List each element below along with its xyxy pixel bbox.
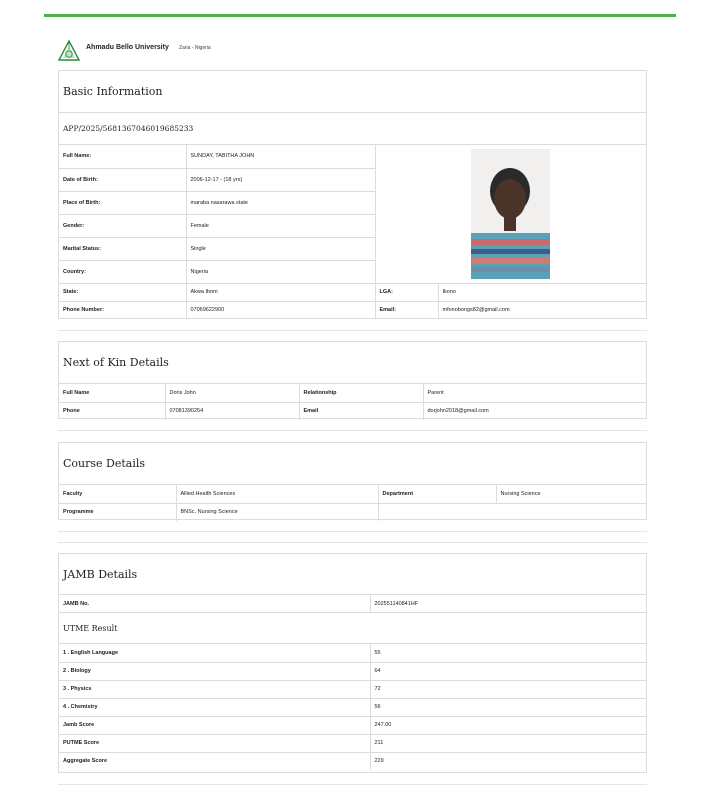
- physics-label: 3 . Physics: [59, 680, 370, 698]
- faculty-value: Allied Health Sciences: [176, 485, 378, 503]
- section-divider: [58, 531, 647, 532]
- course-details-title: Course Details: [59, 443, 646, 485]
- section-divider: [58, 330, 647, 331]
- biology-score: 64: [370, 662, 646, 680]
- basic-information-title: Basic Information: [59, 71, 646, 113]
- university-logo-icon: [58, 40, 80, 62]
- kin-relationship-value: Parent: [423, 384, 646, 402]
- utme-result-table: [59, 644, 646, 770]
- kin-email-label: Email: [299, 402, 423, 420]
- application-number: APP/2025/5681367046019685233: [59, 113, 646, 145]
- kin-phone-label: Phone: [59, 402, 165, 420]
- table-row: [59, 680, 646, 698]
- next-of-kin-title: Next of Kin Details: [59, 342, 646, 384]
- table-row: [59, 734, 646, 752]
- kin-email-value: dorjohn2018@gmail.com: [423, 402, 646, 420]
- section-divider: [58, 542, 647, 543]
- empty-cell: [378, 503, 646, 521]
- biology-label: 2 . Biology: [59, 662, 370, 680]
- university-location: Zaria - Nigeria: [179, 45, 211, 51]
- chemistry-score: 56: [370, 698, 646, 716]
- photo-cell: [375, 145, 646, 283]
- course-details-table: [59, 485, 646, 521]
- email-label: Email:: [375, 301, 438, 319]
- table-row: [59, 145, 646, 168]
- lga-label: LGA:: [375, 283, 438, 301]
- next-of-kin-card: [58, 341, 647, 419]
- jamb-number-label: JAMB No.: [59, 595, 370, 612]
- programme-label: Programme: [59, 503, 176, 521]
- country-value: Nigeria: [186, 260, 375, 283]
- date-of-birth-label: Date of Birth:: [59, 168, 186, 191]
- phone-number-value: 07069622900: [186, 301, 375, 319]
- jamb-score-label: Jamb Score: [59, 716, 370, 734]
- university-name: Ahmadu Bello University: [86, 44, 169, 51]
- jamb-details-title: JAMB Details: [59, 554, 646, 595]
- full-name-label: Full Name:: [59, 145, 186, 168]
- aggregate-score-value: 229: [370, 752, 646, 770]
- aggregate-score-label: Aggregate Score: [59, 752, 370, 770]
- basic-information-table: [59, 145, 646, 319]
- table-row: [59, 283, 646, 301]
- basic-information-card: [58, 70, 647, 319]
- english-label: 1 . English Language: [59, 644, 370, 662]
- department-label: Department: [378, 485, 496, 503]
- english-score: 55: [370, 644, 646, 662]
- place-of-birth-value: maraba nasarawa state: [186, 191, 375, 214]
- lga-value: Ikono: [438, 283, 646, 301]
- table-row: [59, 384, 646, 402]
- email-value: mfonobongs82@gmail.com: [438, 301, 646, 319]
- jamb-number-value: 202551140841HF: [370, 595, 646, 612]
- table-row: [59, 644, 646, 662]
- utme-result-title: UTME Result: [59, 612, 646, 644]
- table-row: [59, 503, 646, 521]
- place-of-birth-label: Place of Birth:: [59, 191, 186, 214]
- next-of-kin-table: [59, 384, 646, 420]
- putme-score-value: 211: [370, 734, 646, 752]
- kin-name-value: Doris John: [165, 384, 299, 402]
- country-label: Country:: [59, 260, 186, 283]
- table-row: [59, 301, 646, 319]
- full-name-value: SUNDAY, TABITHA JOHN: [186, 145, 375, 168]
- course-details-card: [58, 442, 647, 520]
- table-row: [59, 595, 646, 612]
- header-accent-bar: [44, 14, 676, 17]
- section-divider: [58, 430, 647, 431]
- state-label: State:: [59, 283, 186, 301]
- section-divider: [58, 784, 647, 785]
- phone-number-label: Phone Number:: [59, 301, 186, 319]
- chemistry-label: 4 . Chemistry: [59, 698, 370, 716]
- gender-value: Female: [186, 214, 375, 237]
- kin-name-label: Full Name: [59, 384, 165, 402]
- marital-status-label: Marital Status:: [59, 237, 186, 260]
- table-row: [59, 698, 646, 716]
- jamb-details-card: [58, 553, 647, 773]
- applicant-photo: [471, 149, 550, 279]
- table-row: [59, 402, 646, 420]
- kin-relationship-label: Relationship: [299, 384, 423, 402]
- department-value: Nursing Science: [496, 485, 646, 503]
- marital-status-value: Single: [186, 237, 375, 260]
- table-row: [59, 716, 646, 734]
- putme-score-label: PUTME Score: [59, 734, 370, 752]
- jamb-score-value: 247.00: [370, 716, 646, 734]
- kin-phone-value: 07081390254: [165, 402, 299, 420]
- state-value: Akwa Ibom: [186, 283, 375, 301]
- table-row: [59, 752, 646, 770]
- jamb-number-table: [59, 595, 646, 612]
- table-row: [59, 662, 646, 680]
- programme-value: BNSc. Nursing Science: [176, 503, 378, 521]
- gender-label: Gender:: [59, 214, 186, 237]
- table-row: [59, 485, 646, 503]
- faculty-label: Faculty: [59, 485, 176, 503]
- date-of-birth-value: 2006-12-17 - (18 yrs): [186, 168, 375, 191]
- physics-score: 72: [370, 680, 646, 698]
